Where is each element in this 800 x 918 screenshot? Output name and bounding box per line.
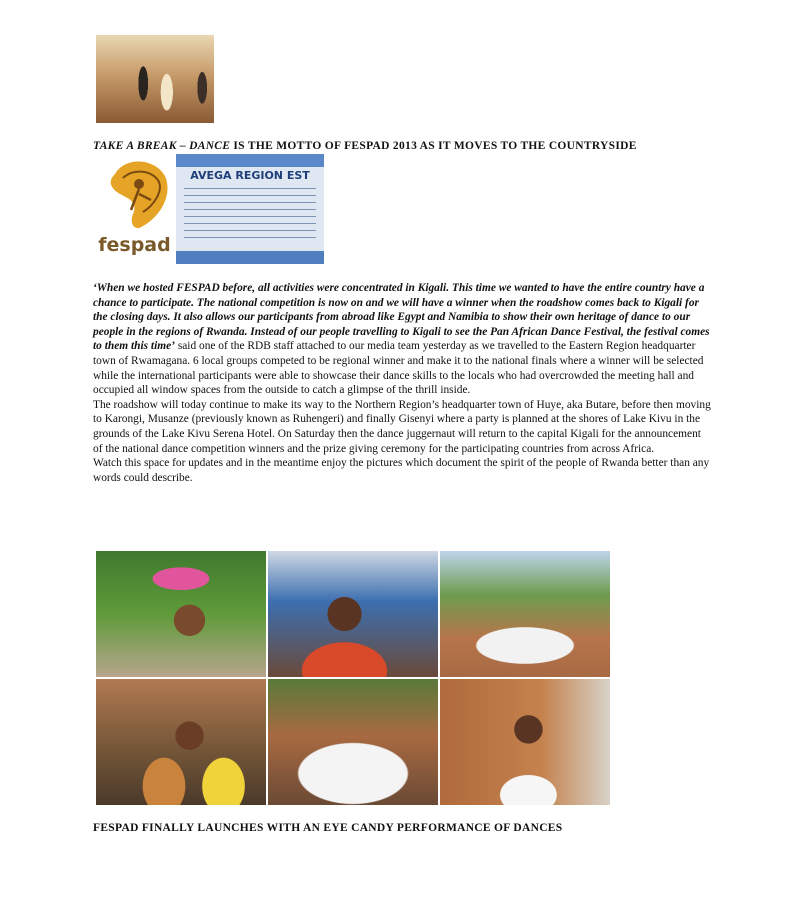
avega-sign-photo xyxy=(176,154,324,264)
article-paragraph-3: Watch this space for updates and in the meantime enjoy the pictures which document the spirit of the people of Rwanda better than any words could describe. xyxy=(93,457,710,484)
sign-text-lines xyxy=(184,188,316,238)
dancer-photo-3 xyxy=(440,551,610,677)
section-headline-launch: FESPAD FINALLY LAUNCHES WITH AN EYE CANDY PERFORMANCE OF DANCES xyxy=(93,822,563,834)
dance-hall-photo xyxy=(96,35,214,123)
dancer-photo-2 xyxy=(268,551,438,677)
dancer-photo-5 xyxy=(268,679,438,805)
headline-rest: IS THE MOTTO OF FESPAD 2013 AS IT MOVES TO THE COUNTRYSIDE xyxy=(230,140,637,152)
article-body xyxy=(93,281,711,485)
article-paragraph-1 xyxy=(93,281,711,398)
fespad-logo xyxy=(95,154,174,264)
article-quote: ‘When we hosted FESPAD before, all activities were concentrated in Kigali. This time we wanted to have the entire country have a chance to participate. The national competition is now on and we will have a winner when the roadshow comes back to Kigali for the closing days. It also allows our participants from abroad like Egypt and Namibia to show their own heritage of dance to our people in the regions of Rwanda. Instead of our people travelling to Kigali to see the Pan African Dance Festival, the festival comes to them this time’ xyxy=(93,282,710,353)
sign-title: AVEGA REGION EST xyxy=(190,169,310,182)
article-quote-tail: said one of the RDB staff attached to our media team yesterday as we travelled to the Eastern Region headquarter town of Rwamagana. 6 local groups competed to be regional winner and make it to the national finals where a winner will be selected while the international participants were able to showcase their dance skills to the locals who had overcrowded the meeting hall and occupied all window spaces from the outside to catch a glimpse of the thrill inside. xyxy=(93,340,704,397)
dancer-photo-1 xyxy=(96,551,266,677)
dancer-photo-4 xyxy=(96,679,266,805)
dancer-photo-6 xyxy=(440,679,610,805)
headline-italic: TAKE A BREAK – DANCE xyxy=(93,140,231,152)
section-headline-motto xyxy=(93,140,733,152)
article-paragraph-2: The roadshow will today continue to make its way to the Northern Region’s headquarter town of Huye, aka Butare, before then moving to Karongi, Musanze (previously known as Ruhengeri) and finally Gisenyi where a party is planned at the shores of Lake Kivu in the grounds of the Lake Kivu Serena Hotel. On Saturday then the dance juggernaut will return to the capital Kigali for the announcement of the national dance competition winners and the prize giving ceremony for the participating countries from across Africa. xyxy=(93,398,711,455)
fespad-logo-text: fespad xyxy=(98,234,171,256)
